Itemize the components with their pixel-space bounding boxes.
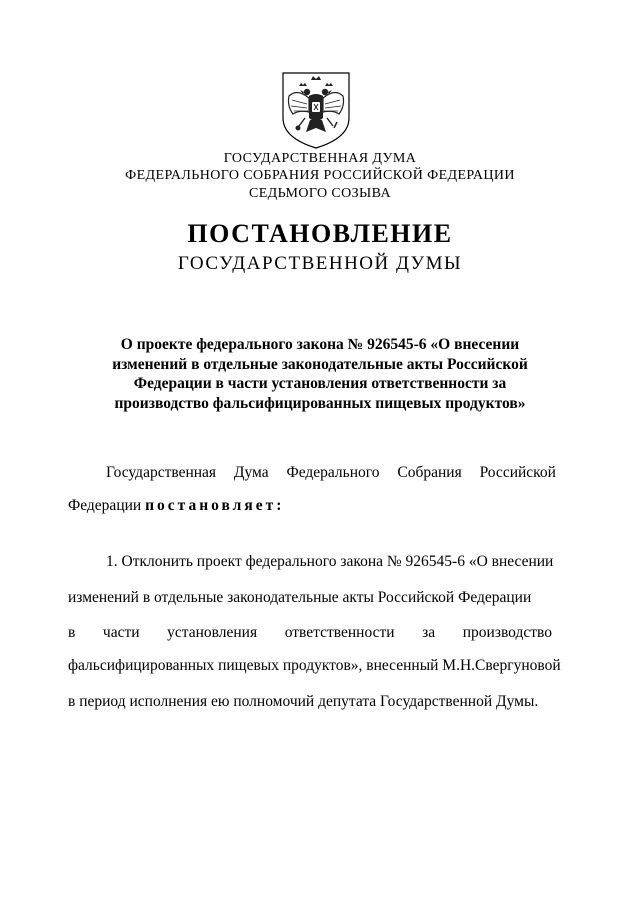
preamble-word: Дума — [233, 464, 269, 481]
clause1-line4: фальсифицированных пищевых продуктов», внесенный М.Н.Свергуновой — [68, 657, 561, 674]
preamble-word: Федерального — [286, 464, 380, 481]
convocation-line: СЕДЬМОГО СОЗЫВА — [248, 186, 392, 201]
clause1-line3 — [68, 624, 552, 642]
preamble-text: Федерации — [68, 497, 142, 514]
preamble-word: Государственная — [106, 464, 217, 481]
clause-word: в — [68, 624, 76, 641]
document-subtitle: ГОСУДАРСТВЕННОЙ ДУМЫ — [177, 253, 463, 274]
document-title: ПОСТАНОВЛЕНИЕ — [187, 219, 453, 248]
org-name-line2: ФЕДЕРАЛЬНОГО СОБРАНИЯ РОССИЙСКОЙ ФЕДЕРАЦИИ — [125, 168, 515, 183]
clause-word: производство — [462, 624, 552, 641]
subject-line: О проекте федерального закона № 926545-6 «О внесении — [120, 336, 520, 353]
clause1-line1: 1. Отклонить проект федерального закона № 926545-6 «О внесении — [106, 553, 554, 570]
subject-line: изменений в отдельные законодательные акты Российской — [112, 355, 528, 373]
subject-line: Федерации в части установления ответственности за — [133, 375, 507, 392]
clause-word: установления — [167, 624, 258, 641]
preamble-word: Российской — [479, 464, 556, 481]
preamble-line2 — [68, 497, 284, 515]
clause-word: ответственности — [284, 624, 395, 641]
subject-line: производство фальсифицированных пищевых продуктов» — [114, 394, 526, 412]
resolution-subject — [70, 335, 570, 413]
preamble-line1 — [106, 464, 556, 482]
russian-coat-of-arms-icon — [279, 70, 353, 150]
preamble-word: Собрания — [397, 464, 462, 481]
decree-verb: постановляет: — [145, 497, 285, 514]
clause-word: за — [422, 624, 436, 641]
clause-word: части — [102, 624, 140, 641]
clause1-line5: в период исполнения ею полномочий депутата Государственной Думы. — [68, 693, 539, 710]
clause1-line2: изменений в отдельные законодательные акты Российской Федерации — [68, 589, 532, 606]
org-name-line1: ГОСУДАРСТВЕННАЯ ДУМА — [223, 151, 417, 166]
